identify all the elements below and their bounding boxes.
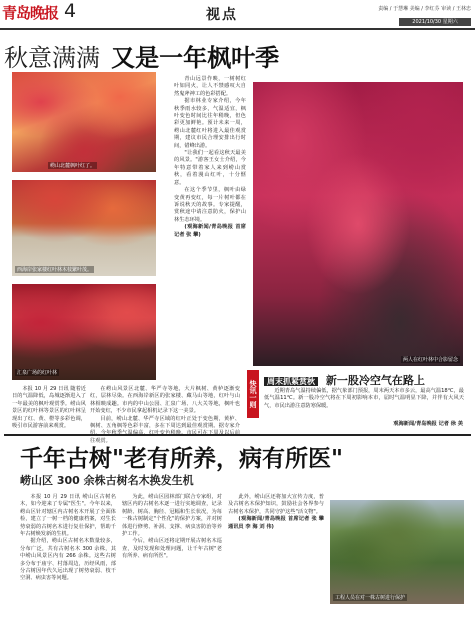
trees-byline: (观海新闻/青岛晚报 首席记者 张 攀 通讯员 李 海 刘 伟) <box>228 516 324 530</box>
photo-ancient-tree <box>330 500 464 604</box>
feature-paragraph: 目前，崂山北麓、华严寺区域的红叶正处于变色期，黄栌、枫树、五角枫等色彩丰富，多在下周达到最佳观赏期。据专家介 往观赏。 <box>90 415 240 444</box>
brief-title: 新一股冷空气在路上 <box>325 374 425 387</box>
trees-paragraph: 此外，崂山区还将加大宣传力度，普及古树名木保护知识，鼓励社会各界参与古树名木保护，共同守护这些"活文物"。 <box>228 494 324 515</box>
feature-paragraph: 据市林业专家介绍，今年秋季雨水较多，气温适宜，枫叶变色时间比往年稍晚，但色彩更加鲜艳。预计未来一周，崂山北麓红叶将进入最佳观赏期，建议市民合理安排出行时间，错峰出游。 <box>174 98 246 149</box>
brief-body <box>264 388 464 418</box>
brief-byline: 观海新闻/青岛晚报 记者 徐 美 <box>393 421 463 427</box>
feature-column-1b <box>90 386 240 444</box>
trees-headline: 千年古树"老有所养，病有所医" <box>20 446 343 472</box>
trees-column-1 <box>20 494 116 610</box>
newspaper-logo: 青岛晚报 <box>2 4 59 22</box>
feature-byline: (观海新闻/青岛晚报 首席记者 张 攀) <box>174 224 246 238</box>
feature-paragraph: "让我们一起看这秋天最美的风景。"游客王女士介绍，今年特意带着家人来到崂山赏秋，看着漫山红叶，十分惬意。 <box>174 150 246 186</box>
masthead <box>0 0 475 30</box>
trees-paragraph: 据介绍，崂山区古树名木数量较多，分布广泛，共有古树名木 300 余株，其中崂山风景区内有 266 余株。这些古树多分布于庙宇、村落周边，历经风雨，部分古树因年代久远出现了树势衰弱、枝干空洞、病虫害等问题。 <box>20 538 116 582</box>
brief-headline <box>264 372 425 388</box>
feature-column-2 <box>174 76 246 376</box>
feature-paragraph: 在崂山风景区北麓、华严寺等地，大片枫树、黄栌逐渐变红，层林尽染。在西海岸新区的张家楼、藏马山等地，红叶与山林相映成趣。市内的中山公园、汇泉广场、八大关等地，枫叶也开始变红，不少市民拿起相机记录下这一美景。 <box>90 386 240 415</box>
issue-date: 2021/10/30 星期六 <box>399 18 471 26</box>
page-number: 4 <box>64 0 77 22</box>
feature-paragraph: 青山远景作映，一树树红叶如同火，让人不禁感叹大自然鬼斧神工的色彩搭配。 <box>174 76 246 97</box>
feature-title-main: 秋意满满 <box>4 44 100 72</box>
photo-zhangjialou-forest <box>12 180 156 276</box>
section-title: 视点 <box>206 7 238 23</box>
editor-credits: 责编 / 于慧琳 美编 / 李红芬 审读 / 王林忠 <box>378 6 471 12</box>
trees-subhead: 崂山区 300 余株古树名木换发生机 <box>20 474 194 487</box>
brief-tag: 快讯一则 <box>247 370 259 418</box>
photo-caption: 工程人员在对一株古树进行保护 <box>335 595 406 601</box>
trees-paragraph: 今后，崂山区还将定期开展古树名木巡查，及时发现和处理问题，让千年古树"老有所养、病有所医"。 <box>122 538 222 560</box>
trees-paragraph: 本报 10 月 29 日讯 崂山区古树名木，如今迎来了专属"医生"。今年以来，崂山区针对辖区内古树名木开展了全面体检，建立了一树一档的健康档案，对生长势衰弱的古树名木进行复壮保护，帮助千年古树焕发新的生机。 <box>20 494 116 538</box>
feature-headline <box>4 38 279 73</box>
feature-column-1 <box>12 386 86 430</box>
photo-caption: 两人在红叶林中合影留念 <box>402 357 458 363</box>
section-divider <box>4 434 471 436</box>
trees-column-2 <box>122 494 222 610</box>
trees-column-3 <box>228 494 324 610</box>
photo-caption: 崂山北麓枫叶红了。 <box>50 163 96 169</box>
photo-caption: 汇泉广场的红叶林 <box>17 370 58 376</box>
brief-label: 周末抓紧赏秋 <box>264 377 318 386</box>
feature-paragraph: 本报 10 月 29 日讯 随着近日的气温降低，岛城逐渐进入了一年最美的枫叶观赏季。崂山风景区的红叶林等景区的红叶林呈现出了红、黄、橙等多彩色调，吸引市民游客前来观赏。 <box>12 386 86 430</box>
photo-huiquan-square <box>12 284 156 380</box>
photo-caption: 西海岸张家楼红叶林木枝繁叶茂。 <box>17 267 93 273</box>
brief-paragraph: 近期青岛气温持续偏低，据气象部门预报，周末两天本市多云，最高气温18℃，最低气温11℃。新一股冷空气将在下周初影响本市，届时气温明显下降，并伴有大风天气，市民出游注意防寒保暖。 <box>264 388 464 409</box>
trees-paragraph: 为此，崂山区园林部门联合专家组，对辖区内的古树名木逐一进行实地调查，记录树龄、树高、胸径、冠幅和生长状况，为每一株古树制定"个性化"的保护方案，并对树体进行修剪、补洞、支撑、病虫害防治等养护工作。 <box>122 494 222 538</box>
feature-title-sub: 又是一年枫叶季 <box>111 44 280 72</box>
photo-maple-north-laoshan <box>12 72 156 172</box>
photo-couple-maple-forest <box>253 82 463 366</box>
feature-paragraph: 在这个季节里，枫叶由绿变黄再变红，每一片树叶都在诉说秋天的故事。专家提醒，赏秋途中请注意防火，保护山林生态环境。 <box>174 187 246 223</box>
